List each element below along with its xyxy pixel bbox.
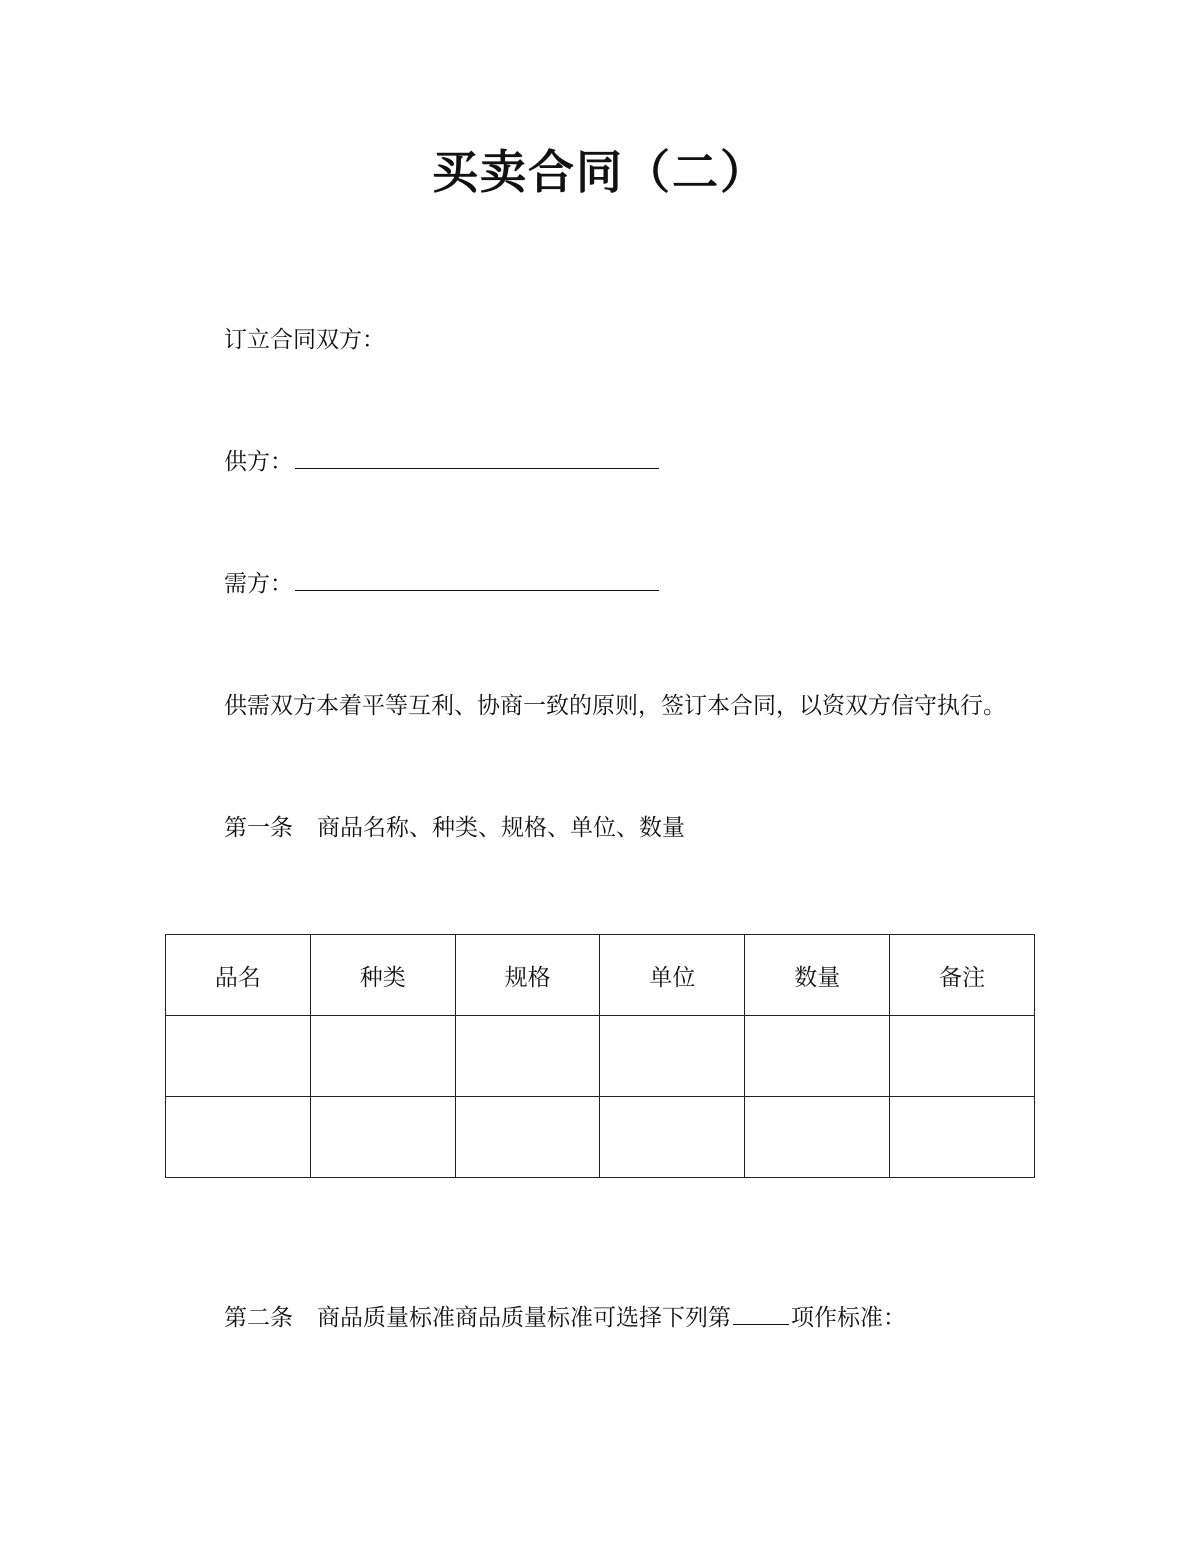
table-cell[interactable] [455,1097,600,1178]
parties-heading: 订立合同双方： [224,327,385,353]
preamble-paragraph: 供需双方本着平等互利、协商一致的原则，签订本合同，以资双方信守执行。 [224,693,1006,719]
supplier-blank[interactable] [295,446,659,469]
table-cell[interactable] [310,1016,455,1097]
header-cell-unit: 单位 [600,935,745,1016]
table-cell[interactable] [166,1016,311,1097]
document-title: 买卖合同（二） [432,145,768,199]
article-2-text-before: 商品质量标准商品质量标准可选择下列第 [317,1305,731,1331]
header-cell-name: 品名 [166,935,311,1016]
table-cell[interactable] [745,1016,890,1097]
table-cell[interactable] [310,1097,455,1178]
header-cell-quantity: 数量 [745,935,890,1016]
standard-item-blank[interactable] [733,1302,789,1325]
buyer-blank[interactable] [295,568,659,591]
supplier-label: 供方： [224,449,293,475]
buyer-line [224,568,659,600]
article-2-text-after: 项作标准： [791,1305,906,1331]
article-1-heading [224,812,685,844]
buyer-label: 需方： [224,571,293,597]
article-2-heading [224,1302,906,1334]
header-cell-type: 种类 [310,935,455,1016]
goods-table [165,934,1035,1178]
table-row [166,1016,1035,1097]
article-1-text: 商品名称、种类、规格、单位、数量 [317,815,685,841]
table-cell[interactable] [600,1016,745,1097]
header-cell-spec: 规格 [455,935,600,1016]
table-row [166,1097,1035,1178]
header-cell-remarks: 备注 [890,935,1035,1016]
table-cell[interactable] [745,1097,890,1178]
table-cell[interactable] [166,1097,311,1178]
article-2-number: 第二条 [224,1305,293,1331]
table-cell[interactable] [890,1097,1035,1178]
article-1-number: 第一条 [224,815,293,841]
supplier-line [224,446,659,478]
table-cell[interactable] [600,1097,745,1178]
table-header-row [166,935,1035,1016]
table-cell[interactable] [890,1016,1035,1097]
table-cell[interactable] [455,1016,600,1097]
